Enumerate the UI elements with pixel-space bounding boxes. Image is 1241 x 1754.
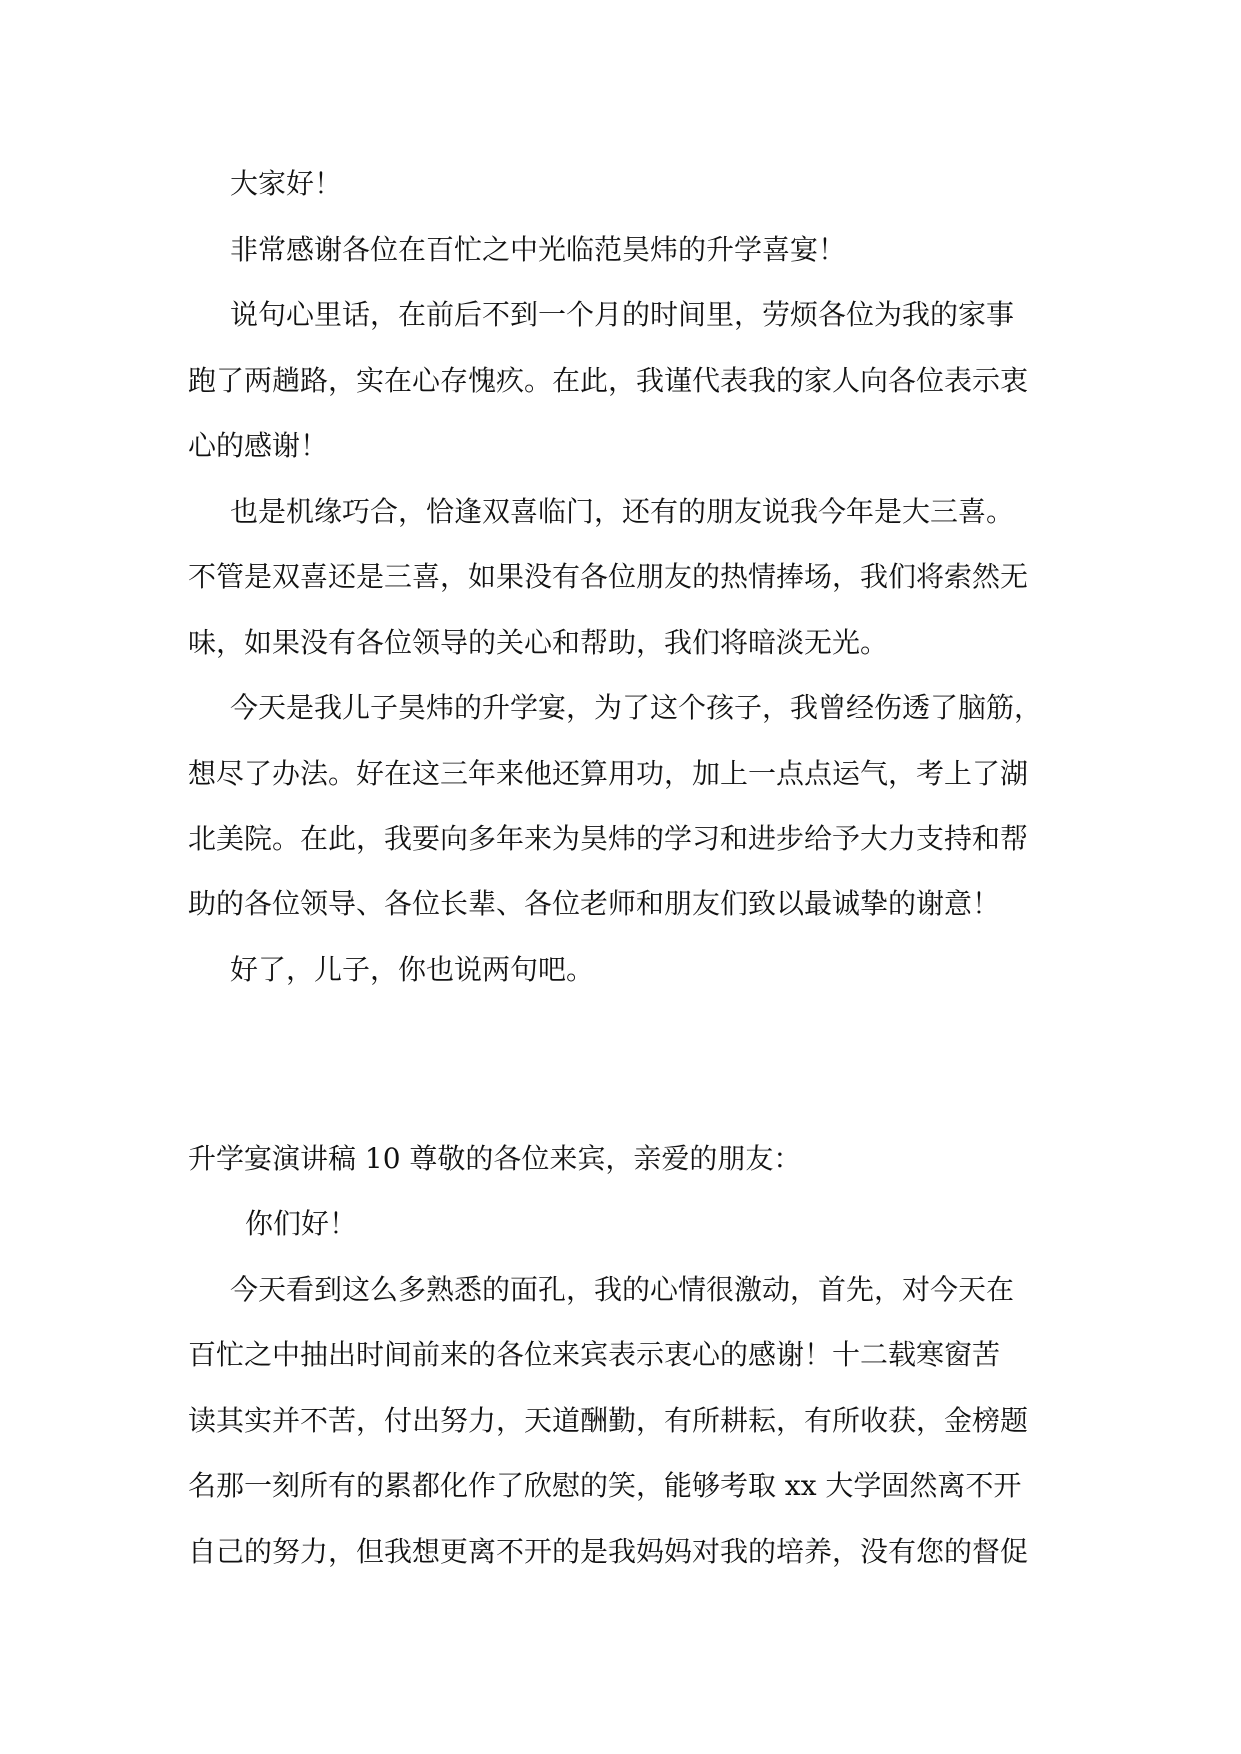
speech1-paragraph-3-line-2: 不管是双喜还是三喜，如果没有各位朋友的热情捧场，我们将索然无 (188, 560, 1029, 593)
speech1-paragraph-3-line-1: 也是机缘巧合，恰逢双喜临门，还有的朋友说我今年是大三喜。 (230, 495, 1015, 528)
speech1-paragraph-2-line-1: 说句心里话，在前后不到一个月的时间里，劳烦各位为我的家事 (230, 298, 1015, 331)
speech1-paragraph-5: 好了，儿子，你也说两句吧。 (230, 953, 595, 986)
speech2-heading: 升学宴演讲稿 10 尊敬的各位来宾，亲爱的朋友： (188, 1142, 802, 1175)
speech1-paragraph-4-line-2: 想尽了办法。好在这三年来他还算用功，加上一点点运气，考上了湖 (188, 757, 1029, 790)
speech2-paragraph-1-line-4: 名那一刻所有的累都化作了欣慰的笑，能够考取 xx 大学固然离不开 (188, 1469, 1022, 1502)
speech1-greeting: 大家好！ (230, 167, 343, 200)
speech1-paragraph-3-line-3: 味，如果没有各位领导的关心和帮助，我们将暗淡无光。 (188, 626, 889, 659)
speech2-paragraph-1-line-2: 百忙之中抽出时间前来的各位来宾表示衷心的感谢！十二载寒窗苦 (188, 1338, 1001, 1371)
speech1-paragraph-4-line-3: 北美院。在此，我要向多年来为昊炜的学习和进步给予大力支持和帮 (188, 822, 1029, 855)
speech2-paragraph-1-line-1: 今天看到这么多熟悉的面孔，我的心情很激动，首先，对今天在 (230, 1273, 1015, 1306)
speech2-greeting: 你们好！ (245, 1207, 358, 1240)
speech1-paragraph-2-line-3: 心的感谢！ (188, 429, 329, 462)
speech2-paragraph-1-line-3: 读其实并不苦，付出努力，天道酬勤，有所耕耘，有所收获，金榜题 (188, 1404, 1029, 1437)
speech1-paragraph-4-line-4: 助的各位领导、各位长辈、各位老师和朋友们致以最诚挚的谢意！ (188, 887, 1001, 920)
speech1-paragraph-2-line-2: 跑了两趟路，实在心存愧疚。在此，我谨代表我的家人向各位表示衷 (188, 364, 1029, 397)
speech1-paragraph-1: 非常感谢各位在百忙之中光临范昊炜的升学喜宴！ (230, 233, 847, 266)
speech1-paragraph-4-line-1: 今天是我儿子昊炜的升学宴，为了这个孩子，我曾经伤透了脑筋， (230, 691, 1043, 724)
speech2-paragraph-1-line-5: 自己的努力，但我想更离不开的是我妈妈对我的培养，没有您的督促 (188, 1535, 1029, 1568)
